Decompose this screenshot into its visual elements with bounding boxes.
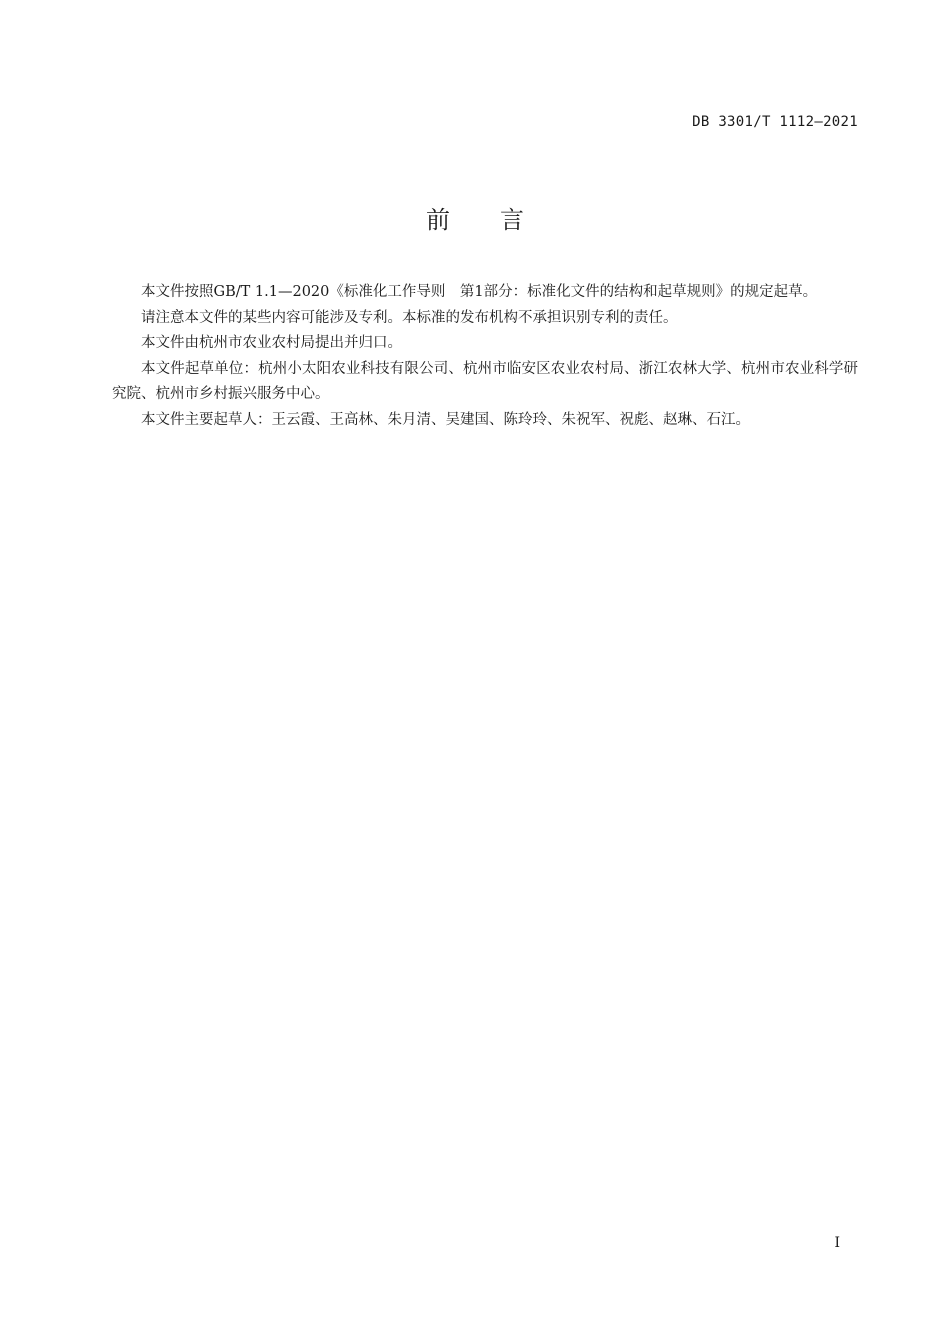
paragraph-drafting-rules: 本文件按照GB/T 1.1—2020《标准化工作导则 第1部分：标准化文件的结构和起草规则》的规定起草。 [141,284,818,300]
page-number: I [834,1235,840,1251]
paragraph-patent-notice: 请注意本文件的某些内容可能涉及专利。本标准的发布机构不承担识别专利的责任。 [141,309,678,326]
page-title: 前言 [426,206,574,234]
paragraph-drafting-units: 本文件起草单位：杭州小太阳农业科技有限公司、杭州市临安区农业农村局、浙江农林大学、杭州市农业科学研究院、杭州市乡村振兴服务中心。 [112,360,858,402]
foreword-body [112,280,858,433]
paragraph-proposer: 本文件由杭州市农业农村局提出并归口。 [141,335,402,351]
paragraph-drafters: 本文件主要起草人：王云霞、王高林、朱月清、吴建国、陈玲玲、朱祝军、祝彪、赵琳、石江。 [141,411,750,428]
document-code: DB 3301/T 1112—2021 [692,114,858,130]
